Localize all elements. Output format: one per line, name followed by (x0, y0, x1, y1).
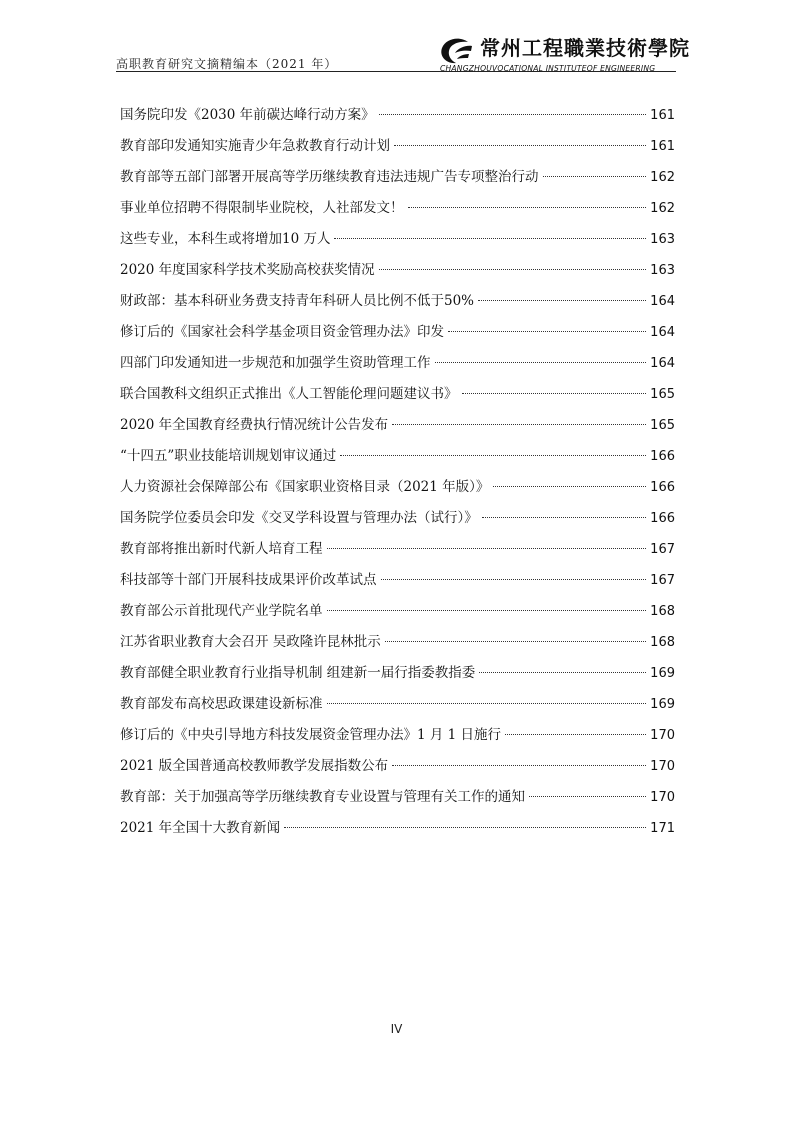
toc-entry-title: 人力资源社会保障部公布《国家职业资格目录（2021 年版）》 (120, 479, 490, 495)
toc-entry-title: “十四五”职业技能培训规划审议通过 (120, 448, 337, 464)
toc-entry-page: 165 (650, 418, 675, 433)
toc-entry-title: 2020 年度国家科学技术奖励高校获奖情况 (120, 262, 375, 278)
toc-entry-title: 教育部将推出新时代新人培育工程 (120, 541, 323, 557)
toc-entry-page: 170 (650, 728, 675, 743)
toc-entry-page: 167 (650, 573, 675, 588)
toc-entry[interactable] (120, 286, 675, 317)
toc-entry[interactable] (120, 131, 675, 162)
toc-entry-title: 教育部：关于加强高等学历继续教育专业设置与管理有关工作的通知 (120, 789, 525, 805)
toc-dot-leader (479, 672, 646, 673)
toc-dot-leader (385, 641, 646, 642)
toc-entry-page: 161 (650, 139, 675, 154)
toc-entry[interactable] (120, 658, 675, 689)
toc-entry-title: 2021 年全国十大教育新闻 (120, 820, 281, 836)
running-title: 高职教育研究文摘精编本（2021 年） (116, 57, 338, 71)
page-header (116, 30, 690, 74)
toc-entry[interactable] (120, 317, 675, 348)
toc-entry[interactable] (120, 100, 675, 131)
toc-entry-title: 财政部：基本科研业务费支持青年科研人员比例不低于50% (120, 293, 475, 309)
toc-entry[interactable] (120, 348, 675, 379)
toc-entry-title: 修订后的《中央引导地方科技发展资金管理办法》1 月 1 日施行 (120, 727, 502, 743)
toc-dot-leader (543, 176, 647, 177)
toc-entry-page: 161 (650, 108, 675, 123)
toc-entry[interactable] (120, 255, 675, 286)
toc-entry[interactable] (120, 751, 675, 782)
toc-dot-leader (284, 827, 646, 828)
college-name-en: CHANGZHOUVOCATIONAL INSTITUTEOF ENGINEERING (440, 64, 656, 73)
page-number: IV (390, 1022, 403, 1036)
toc-entry-page: 170 (650, 759, 675, 774)
toc-entry-title: 四部门印发通知进一步规范和加强学生资助管理工作 (120, 355, 431, 371)
toc-dot-leader (379, 114, 647, 115)
toc-entry[interactable] (120, 410, 675, 441)
toc-dot-leader (392, 424, 646, 425)
toc-entry[interactable] (120, 379, 675, 410)
toc-entry-title: 修订后的《国家社会科学基金项目资金管理办法》印发 (120, 324, 444, 340)
toc-entry-page: 168 (650, 635, 675, 650)
toc-entry-page: 170 (650, 790, 675, 805)
toc-entry-title: 教育部发布高校思政课建设新标准 (120, 696, 323, 712)
toc-dot-leader (435, 362, 647, 363)
toc-entry-page: 163 (650, 232, 675, 247)
toc-entry[interactable] (120, 689, 675, 720)
toc-entry-page: 163 (650, 263, 675, 278)
toc-entry-title: 江苏省职业教育大会召开 吴政隆许昆林批示 (120, 634, 381, 650)
toc-entry[interactable] (120, 534, 675, 565)
toc-dot-leader (381, 579, 647, 580)
toc-entry-page: 167 (650, 542, 675, 557)
toc-entry-page: 166 (650, 480, 675, 495)
toc-entry[interactable] (120, 472, 675, 503)
toc-entry-page: 166 (650, 511, 675, 526)
toc-entry[interactable] (120, 224, 675, 255)
college-emblem-icon (438, 36, 474, 66)
toc-entry-page: 162 (650, 201, 675, 216)
toc-dot-leader (327, 703, 647, 704)
toc-entry-title: 科技部等十部门开展科技成果评价改革试点 (120, 572, 377, 588)
toc-entry-title: 2021 版全国普通高校教师教学发展指数公布 (120, 758, 389, 774)
toc-dot-leader (408, 207, 647, 208)
college-logo (438, 32, 690, 73)
toc-dot-leader (478, 300, 646, 301)
table-of-contents (120, 100, 675, 844)
toc-entry-page: 171 (650, 821, 675, 836)
toc-entry-title: 教育部印发通知实施青少年急救教育行动计划 (120, 138, 390, 154)
toc-entry[interactable] (120, 193, 675, 224)
toc-entry-title: 教育部健全职业教育行业指导机制 组建新一届行指委教指委 (120, 665, 476, 681)
toc-entry-title: 这些专业，本科生或将增加10 万人 (120, 231, 331, 247)
toc-entry-page: 166 (650, 449, 675, 464)
toc-dot-leader (327, 610, 647, 611)
toc-entry[interactable] (120, 441, 675, 472)
toc-entry[interactable] (120, 565, 675, 596)
toc-dot-leader (482, 517, 646, 518)
toc-entry-title: 联合国教科文组织正式推出《人工智能伦理问题建议书》 (120, 386, 458, 402)
toc-entry-title: 教育部公示首批现代产业学院名单 (120, 603, 323, 619)
toc-entry-title: 国务院印发《2030 年前碳达峰行动方案》 (120, 107, 375, 123)
toc-entry-page: 164 (650, 294, 675, 309)
toc-entry-title: 教育部等五部门部署开展高等学历继续教育违法违规广告专项整治行动 (120, 169, 539, 185)
toc-entry-title: 2020 年全国教育经费执行情况统计公告发布 (120, 417, 389, 433)
toc-entry-page: 162 (650, 170, 675, 185)
toc-entry-page: 168 (650, 604, 675, 619)
toc-dot-leader (505, 734, 646, 735)
toc-dot-leader (379, 269, 647, 270)
toc-entry-title: 国务院学位委员会印发《交叉学科设置与管理办法（试行）》 (120, 510, 478, 526)
toc-entry-page: 169 (650, 666, 675, 681)
college-name-cn: 常州工程職業技術學院 (480, 36, 690, 60)
toc-dot-leader (448, 331, 646, 332)
toc-dot-leader (394, 145, 646, 146)
toc-entry-page: 165 (650, 387, 675, 402)
toc-entry[interactable] (120, 720, 675, 751)
toc-dot-leader (493, 486, 646, 487)
toc-entry[interactable] (120, 162, 675, 193)
toc-entry[interactable] (120, 782, 675, 813)
toc-dot-leader (334, 238, 646, 239)
toc-dot-leader (462, 393, 647, 394)
header-divider (116, 71, 676, 72)
toc-dot-leader (529, 796, 646, 797)
toc-entry[interactable] (120, 813, 675, 844)
toc-entry-page: 164 (650, 325, 675, 340)
toc-entry[interactable] (120, 596, 675, 627)
toc-dot-leader (392, 765, 646, 766)
toc-entry[interactable] (120, 627, 675, 658)
toc-entry-title: 事业单位招聘不得限制毕业院校，人社部发文！ (120, 200, 404, 216)
toc-entry-page: 169 (650, 697, 675, 712)
toc-dot-leader (340, 455, 646, 456)
toc-entry-page: 164 (650, 356, 675, 371)
toc-entry[interactable] (120, 503, 675, 534)
toc-dot-leader (327, 548, 647, 549)
